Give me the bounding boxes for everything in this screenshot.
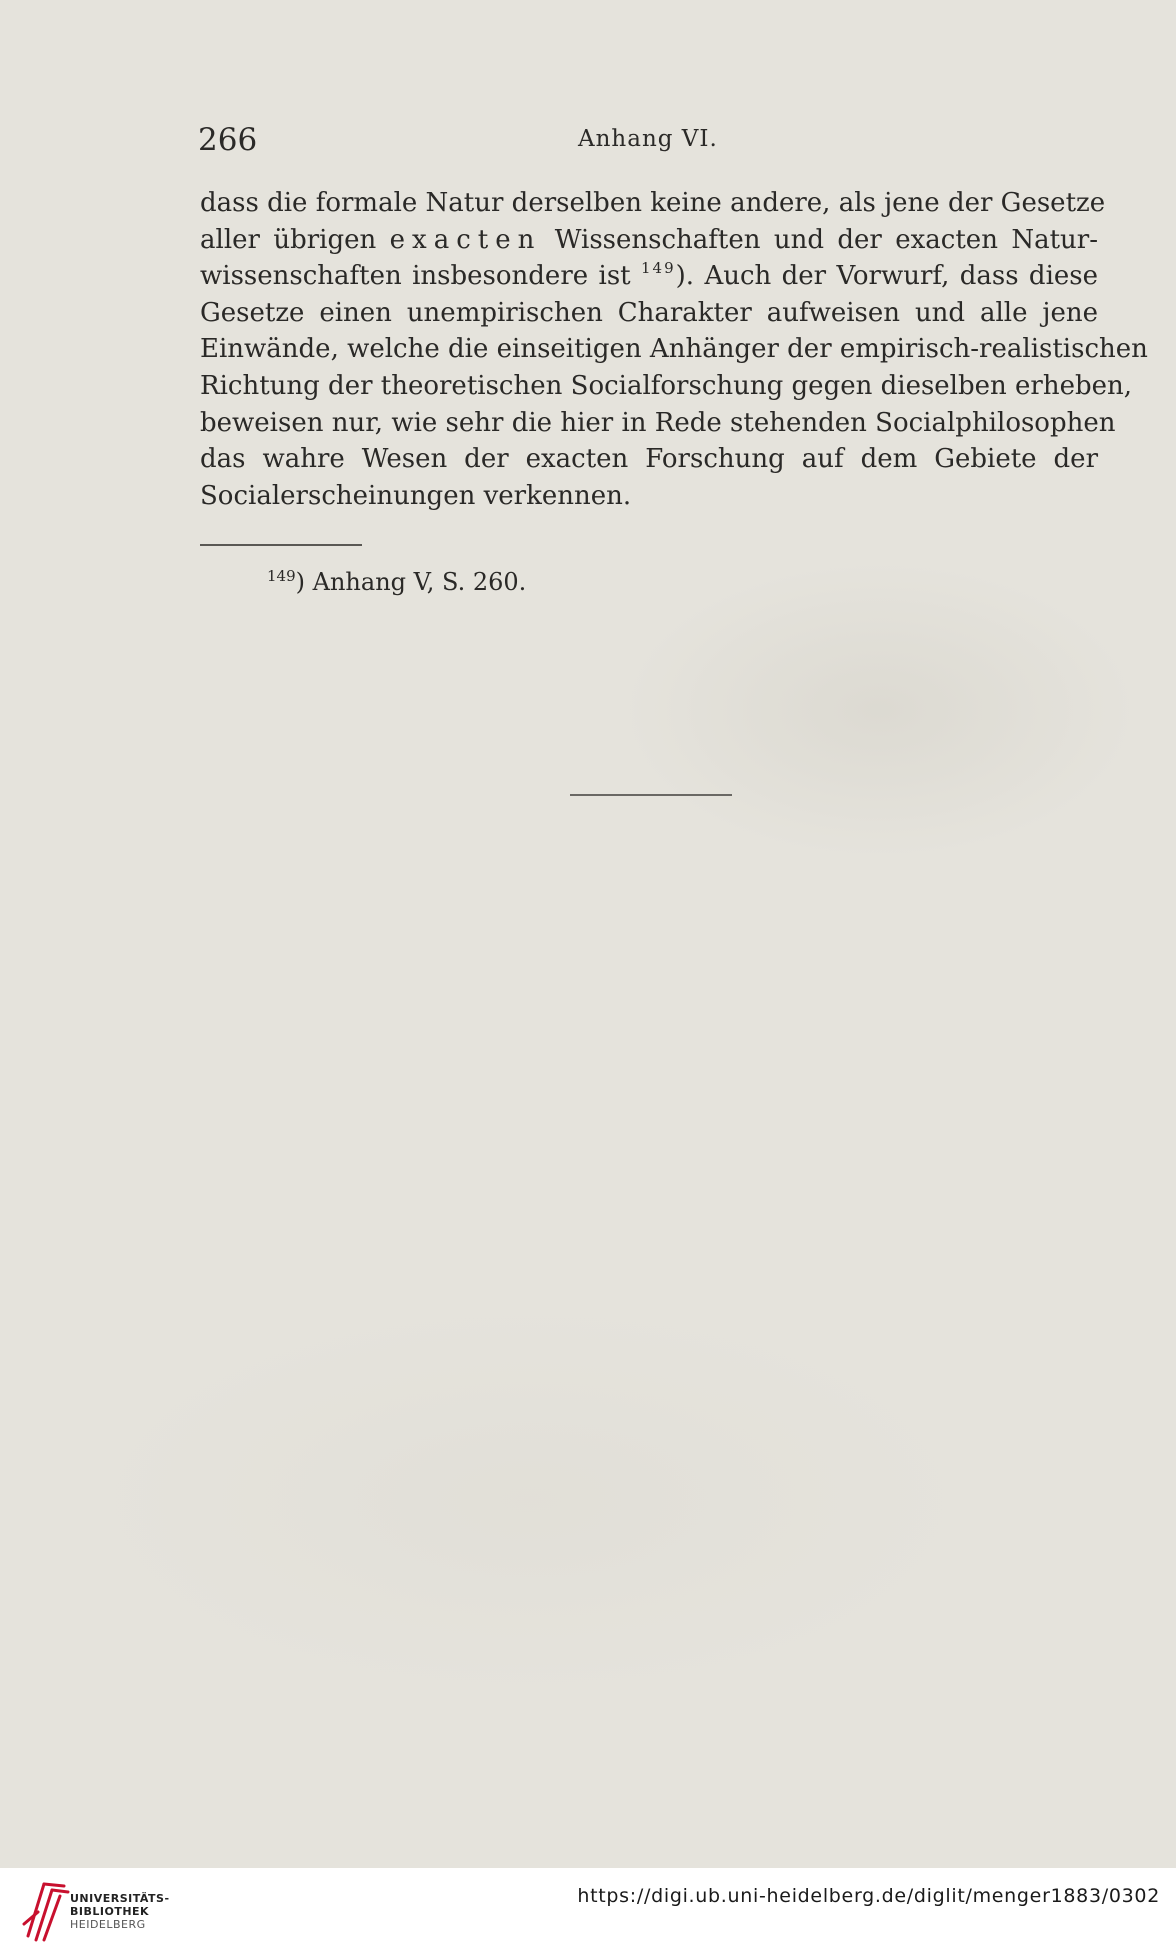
section-end-rule [570,794,732,796]
text-line [200,405,1116,442]
text-line [200,258,1098,295]
footnote-text: ) Anhang V, S. 260. [295,568,527,596]
text-segment: Gesetze einen unempirischen Charakter aufweisen und alle jene [200,297,1098,328]
text-segment: aller übrigen [200,224,377,255]
text-segment: dass die formale Natur derselben keine andere, als jene der Gesetze [200,188,1106,218]
text-segment: Socialerscheinungen verkennen. [200,480,632,511]
text-line [200,222,1098,259]
text-segment: beweisen nur, wie sehr die hier in Rede stehenden Socialphilosophen [200,407,1116,438]
footnote [267,568,526,596]
footnote-divider [200,544,362,546]
text-segment: das wahre Wesen der exacten Forschung auf dem Gebiete der [200,444,1098,475]
text-line [200,185,1106,222]
text-segment: Einwände, welche die einseitigen Anhänger der empirisch-realistischen [200,334,1148,365]
library-logo-icon [14,1878,74,1942]
paper-stain [620,560,1140,860]
text-line [200,441,1098,478]
text-line [200,368,1133,405]
viewer-footer [0,1868,1176,1954]
paper-stain [80,1300,980,1700]
library-name [70,1892,170,1931]
page-number: 266 [198,122,258,158]
text-segment: Wissenschaften und der exacten Natur- [554,224,1098,255]
library-name-line: HEIDELBERG [70,1918,146,1931]
spaced-emphasis: exacten [389,224,542,255]
text-line [200,478,1098,515]
text-line [200,295,1098,332]
footnote-reference: 149 [641,259,676,278]
running-head: Anhang VI. [578,126,718,152]
library-name-line: BIBLIOTHEK [70,1905,150,1918]
text-segment: ). Auch der Vorwurf, dass diese [675,261,1098,292]
library-name-line: UNIVERSITÄTS- [70,1892,170,1905]
permalink-url[interactable]: https://digi.ub.uni-heidelberg.de/diglit/menger1883/0302 [577,1885,1160,1907]
text-segment: Richtung der theoretischen Socialforschung gegen dieselben erheben, [200,370,1133,401]
text-segment: wissenschaften insbesondere ist [200,261,631,292]
body-paragraph [200,185,1148,514]
footnote-number: 149 [267,567,296,585]
text-line [200,331,1148,368]
